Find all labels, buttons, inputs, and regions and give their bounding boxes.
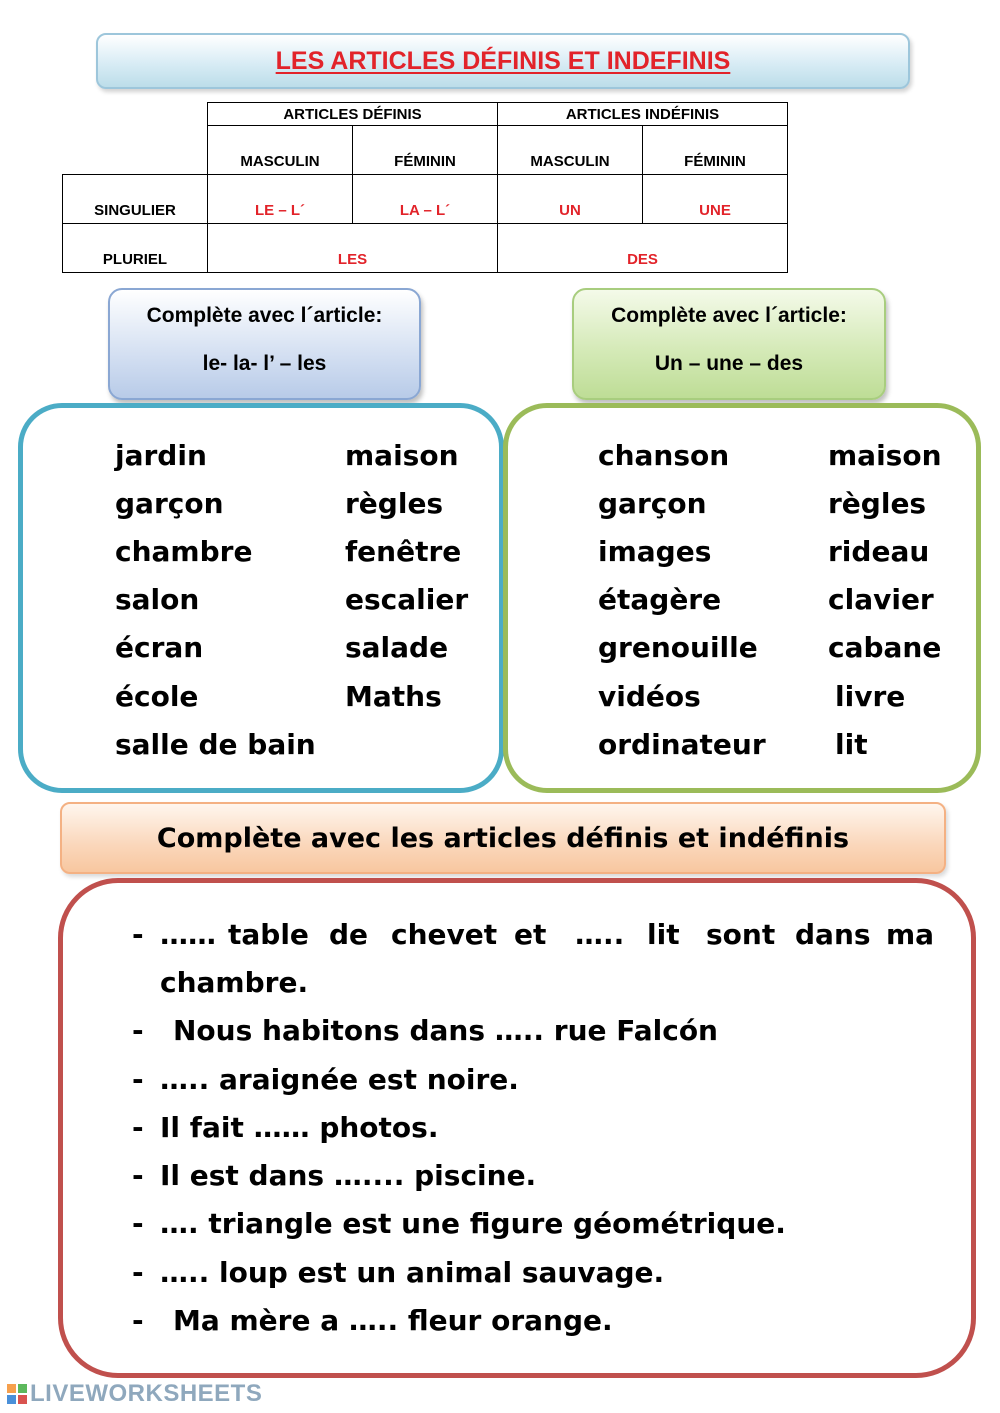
word-item: images — [598, 535, 712, 568]
cell-sing-indef-fem: UNE — [643, 175, 788, 224]
word-item: jardin — [115, 439, 207, 472]
cell-sing-indef-masc: UN — [498, 175, 643, 224]
word-item: fenêtre — [345, 535, 462, 568]
word-item: grenouille — [598, 631, 758, 664]
sentence-1-word: de — [329, 918, 369, 951]
sentence-2: Nous habitons dans ….. rue Falcón — [173, 1014, 718, 1047]
bullet-dash: - — [132, 1256, 144, 1289]
row-label-singulier: SINGULIER — [63, 175, 208, 224]
word-item: garçon — [598, 487, 707, 520]
sentence-1-word: chevet — [391, 918, 498, 951]
word-item: chambre — [115, 535, 253, 568]
header-indefinis: ARTICLES INDÉFINIS — [498, 103, 788, 126]
sentence-1-word: dans — [795, 918, 871, 951]
title-banner — [96, 33, 910, 89]
sentence-1-word: lit — [647, 918, 680, 951]
liveworksheets-logo — [6, 1381, 262, 1407]
sentence-1-word: et — [514, 918, 547, 951]
sentence-7: ….. loup est un animal sauvage. — [160, 1256, 665, 1289]
bullet-dash: - — [132, 1304, 144, 1337]
word-item: vidéos — [598, 680, 701, 713]
instruction-indefinis-line2: Un – une – des — [654, 352, 804, 375]
table-corner — [63, 103, 208, 126]
table-corner-2 — [63, 126, 208, 175]
sentence-1-word: ….. — [575, 918, 625, 951]
sentence-1-word: table — [228, 918, 309, 951]
row-label-pluriel: PLURIEL — [63, 224, 208, 273]
word-item: maison — [828, 439, 942, 472]
word-item: escalier — [345, 583, 469, 616]
word-item: maison — [345, 439, 459, 472]
cell-plur-def: LES — [208, 224, 498, 273]
word-item: clavier — [828, 583, 934, 616]
word-item: garçon — [115, 487, 224, 520]
cell-sing-def-fem: LA – L´ — [353, 175, 498, 224]
word-item: chanson — [598, 439, 730, 472]
header-def-masculin: MASCULIN — [208, 126, 353, 175]
word-item: livre — [835, 680, 906, 713]
instruction-indefinis-line1: Complète avec l´article: — [611, 304, 847, 327]
bullet-dash: - — [132, 1159, 144, 1192]
bullet-dash: - — [132, 918, 144, 951]
bullet-dash: - — [132, 1207, 144, 1240]
sentence-1-word: sont — [706, 918, 776, 951]
cell-plur-indef: DES — [498, 224, 788, 273]
word-item: règles — [345, 487, 444, 520]
word-item: salon — [115, 583, 200, 616]
word-item: Maths — [345, 680, 442, 713]
word-item: lit — [835, 728, 868, 761]
word-item: salade — [345, 631, 449, 664]
logo-text: LIVEWORKSHEETS — [30, 1380, 263, 1407]
instruction-indefinis — [572, 288, 886, 400]
word-item: écran — [115, 631, 204, 664]
header-indef-feminin: FÉMININ — [643, 126, 788, 175]
instruction-definis-line2: le- la- l’ – les — [202, 352, 327, 375]
word-item: ordinateur — [598, 728, 766, 761]
cell-sing-def-masc: LE – L´ — [208, 175, 353, 224]
word-item: école — [115, 680, 199, 713]
word-item: règles — [828, 487, 927, 520]
articles-table — [62, 102, 788, 273]
liveworksheets-logo-icon — [6, 1383, 28, 1405]
sentence-8: Ma mère a ….. fleur orange. — [173, 1304, 613, 1337]
sentence-4: Il fait …… photos. — [160, 1111, 439, 1144]
header-indef-masculin: MASCULIN — [498, 126, 643, 175]
page-title: LES ARTICLES DÉFINIS ET INDEFINIS — [275, 46, 731, 75]
sentence-1-word: …… — [160, 918, 216, 951]
sentence-6: …. triangle est une figure géométrique. — [160, 1207, 786, 1240]
word-item: salle de bain — [115, 728, 316, 761]
instruction-definis-line1: Complète avec l´article: — [146, 304, 383, 327]
bullet-dash: - — [132, 1063, 144, 1096]
word-item: rideau — [828, 535, 930, 568]
header-definis: ARTICLES DÉFINIS — [208, 103, 498, 126]
header-def-feminin: FÉMININ — [353, 126, 498, 175]
sentence-3: ….. araignée est noire. — [160, 1063, 519, 1096]
bullet-dash: - — [132, 1111, 144, 1144]
word-item: étagère — [598, 583, 722, 616]
sentence-1-continuation: chambre. — [160, 966, 309, 999]
sentence-1-word: ma — [886, 918, 935, 951]
bullet-dash: - — [132, 1014, 144, 1047]
exercise-header: Complète avec les articles définis et indéfinis — [60, 802, 946, 874]
instruction-definis — [108, 288, 421, 400]
word-item: cabane — [828, 631, 942, 664]
sentence-5: Il est dans ….... piscine. — [160, 1159, 537, 1192]
